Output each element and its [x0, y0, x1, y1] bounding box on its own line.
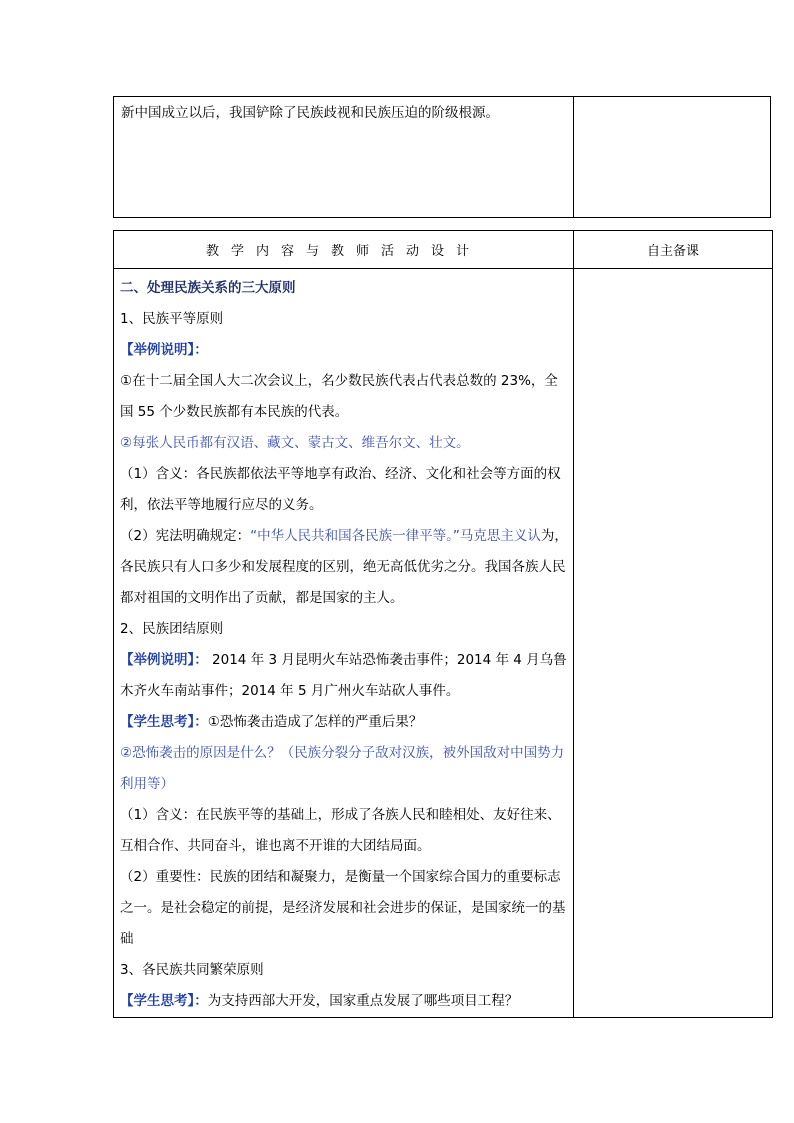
top-left-text: 新中国成立以后，我国铲除了民族歧视和民族压迫的阶级根源。 [121, 105, 499, 121]
example-1: ①在十二届全国人大二次会议上，名少数民族代表占代表总数的 23%，全国 55 个少数民族都有本民族的代表。 [120, 373, 558, 420]
top-left-cell [114, 97, 574, 218]
student-think-2 [120, 986, 569, 1017]
lesson-content [114, 269, 573, 1017]
unity-meaning: （1）含义：在民族平等的基础上，形成了各族人民和睦相处、友好往来、互相合作、共同奋斗，谁也离不开谁的大团结局面。 [120, 807, 561, 854]
terror-events-text: 2014 年 3 月昆明火车站恐怖袭击事件；2014 年 4 月乌鲁木齐火车南站事件；2014 年 5 月广州火车站砍人事件。 [120, 652, 567, 699]
equality-meaning: （1）含义：各民族都依法平等地享有政治、经济、文化和社会等方面的权利，依法平等地履行应尽的义务。 [120, 466, 561, 513]
constitution-rest: 为，各民族只有人口多少和发展程度的区别，绝无高低优劣之分。我国各族人民都对祖国的文明作出了贡献，都是国家的主人。 [120, 528, 568, 606]
think-label: 【学生思考】： [120, 714, 208, 730]
constitution-quote: “中华人民共和国各民族一律平等。”马克思主义认 [250, 528, 541, 544]
top-right-cell [574, 97, 771, 218]
student-think-1 [120, 707, 569, 738]
example-terror-events [120, 645, 569, 707]
top-table [113, 96, 771, 218]
header-left-cell [114, 231, 574, 269]
constitution-provision [120, 521, 569, 614]
top-right-text [574, 97, 770, 103]
section-title: 二、处理民族关系的三大原则 [120, 280, 296, 296]
example-label-2: 【举例说明】： [120, 652, 208, 668]
think-question-3: 为支持西部大开发，国家重点发展了哪些项目工程？ [207, 993, 519, 1009]
unity-importance: （2）重要性：民族的团结和凝聚力，是衡量一个国家综合国力的重要标志之一。是社会稳定的前提，是经济发展和社会进步的保证，是国家统一的基础 [120, 869, 566, 947]
example-label: 【举例说明】： [120, 342, 208, 358]
principle-3-heading: 3、各民族共同繁荣原则 [120, 962, 264, 978]
think-question-2: ②恐怖袭击的原因是什么？（民族分裂分子敌对汉族，被外国敌对中国势力利用等） [120, 745, 565, 792]
header-self-prep: 自主备课 [646, 244, 699, 259]
principle-2-heading: 2、民族团结原则 [120, 621, 224, 637]
self-prep-cell [574, 269, 773, 1018]
self-prep-notes [574, 269, 772, 275]
header-teaching-content: 教学内容与教师活动设计 [205, 244, 481, 259]
header-right-cell [574, 231, 773, 269]
think-question-1: ①恐怖袭击造成了怎样的严重后果？ [207, 714, 423, 730]
example-2: ②每张人民币都有汉语、藏文、蒙古文、维吾尔文、壮文。 [120, 435, 470, 451]
constitution-prefix: （2）宪法明确规定： [120, 528, 251, 544]
principle-1-heading: 1、民族平等原则 [120, 311, 224, 327]
main-table [113, 230, 773, 1018]
think-label-2: 【学生思考】： [120, 993, 208, 1009]
content-cell [114, 269, 574, 1018]
